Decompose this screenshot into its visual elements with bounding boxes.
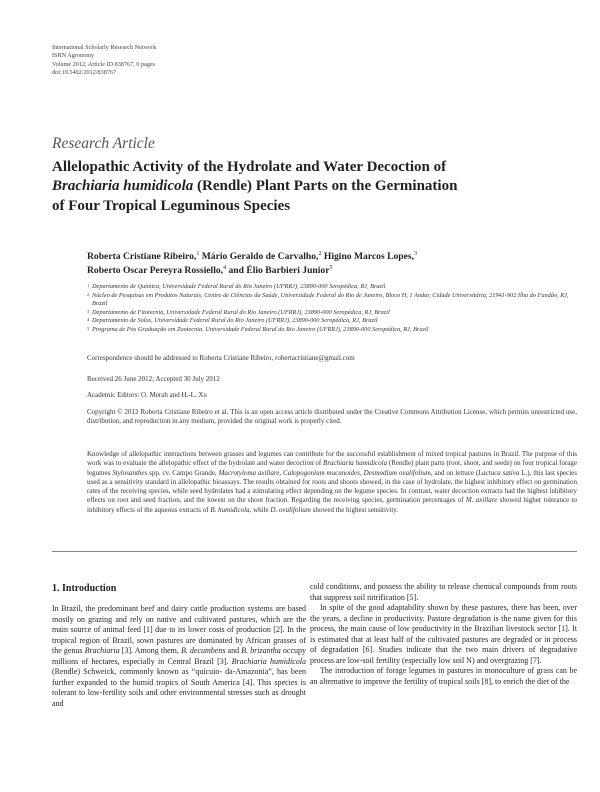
author-line-1 — [87, 250, 577, 264]
title-line-3: of Four Tropical Leguminous Species — [52, 197, 291, 214]
author-name: Roberto Oscar Pereyra Rossiello, — [87, 265, 224, 276]
journal-subtitle: ISRN Agronomy — [52, 52, 95, 60]
affiliation-text: Departamento de Solos, Universidade Federal Rural do Rio Janeiro (UFRRJ), 23890-000 Seropédica, RJ, Brazil — [92, 317, 378, 325]
author-affil-mark: 2 — [318, 251, 322, 257]
abstract-italic: Lactuca sativa — [478, 468, 520, 477]
affiliation — [87, 317, 577, 326]
copyright-notice: Copyright © 2012 Roberta Cristiane Ribeiro et al. This is an open access article distributed under the Creative Commons Attribution License, which permits unrestricted use, distribution, and reproduction in any medium, provided the original work is properly cited. — [87, 408, 577, 426]
author-affil-mark: 3 — [414, 251, 418, 257]
abstract-italic: Stylosanthes — [112, 468, 148, 477]
author-line-2 — [87, 264, 577, 278]
section-divider — [52, 551, 577, 552]
academic-editors: Academic Editors: O. Merah and H.-L. Xu — [87, 391, 207, 399]
affiliation-text: Departamento de Fitotecnia, Universidade Federal Rural do Rio Janeiro (UFRRJ), 23890-000 Seropédica, RJ, Brazil — [92, 308, 390, 316]
body-text: In Brazil, the predominant beef and dairy cattle production systems are based mostly on grazing and rely on native and cultivated pastures, which are the main source of animal feed [1] due to its lower costs of production [2]. In the tropical region of Brazil, sown pastures are dominated by African grasses of the genus — [52, 604, 306, 655]
author-list — [87, 250, 577, 278]
body-italic: B. brizantha — [241, 646, 281, 655]
paper-title — [52, 158, 572, 216]
body-italic: Brachiaria — [84, 646, 120, 655]
body-italic: Brachiaria humidicola — [231, 656, 306, 666]
abstract-text: while — [251, 505, 271, 514]
affiliation — [87, 309, 577, 318]
affiliation-number: 3 — [87, 308, 90, 314]
body-text: and — [225, 646, 242, 655]
journal-name: International Scholarly Research Network — [52, 44, 157, 51]
abstract-italic: Brachiaria humidicola — [323, 459, 388, 468]
abstract-text: showed higher tolerance to inhibitory effects of the aqueous extracts of — [87, 496, 577, 514]
abstract — [87, 450, 577, 515]
abstract-text: spp. cv. Campo Grande, — [147, 468, 219, 477]
affiliation — [87, 292, 577, 309]
title-line-2-rest: (Rendle) Plant Parts on the Germination — [193, 178, 458, 195]
affiliation-number: 5 — [87, 325, 90, 331]
abstract-italic: M. axillare — [465, 496, 498, 505]
section-heading: 1. Introduction — [52, 583, 117, 594]
paragraph: The introduction of forage legumes in pastures in monoculture of grass can be an alternative to improve the fertility of tropical soils [8], to enrich the diet of the — [310, 666, 577, 686]
title-species: Brachiaria humidicola — [52, 178, 194, 195]
affiliation — [87, 283, 577, 292]
title-line-1: Allelopathic Activity of the Hydrolate and Water Decoction of — [52, 159, 447, 175]
affiliations — [87, 283, 577, 335]
journal-doi: doi:10.5402/2012/838767 — [52, 69, 117, 77]
abstract-text: and on lettuce ( — [432, 468, 479, 477]
abstract-italic: Macrotyloma axillare, Calopogonium mucunoides, Desmodium ovalifolium, — [218, 468, 433, 477]
body-italic: B. decumbens — [180, 646, 226, 655]
abstract-italic: D. ovalifolium — [270, 505, 311, 514]
abstract-italic: B. humidicola, — [210, 505, 252, 514]
body-text: [3]. Among them, — [119, 646, 181, 655]
body-column-right — [310, 582, 577, 687]
author-name: Higino Marcos Lopes, — [321, 251, 415, 262]
abstract-text: Knowledge of allelopathic interactions between grasses and legumes can contribute for the successful establishment of mixed tropical pastures in Brazil. The purpose of this work was to evaluate the allelopathic effect of the hydrolate and water decoction of — [87, 450, 577, 468]
journal-volume: Volume 2012, Article ID 838767, 6 pages — [52, 60, 155, 68]
body-column-left — [52, 604, 306, 709]
author-name: Roberta Cristiane Ribeiro, — [87, 251, 197, 262]
body-text: (Rendle) Schweick, commonly known as “quicuio- da-Amazonia”, has been further expanded to the humid tropics of South America [4]. This species is tolerant to low-fertility soils and other environmental stresses such as drought and — [52, 667, 306, 708]
affiliation — [87, 326, 577, 335]
paragraph: cold conditions, and possess the ability to release chemical compounds from roots that suppress soil nitrification [5]. — [310, 582, 577, 602]
author-affil-mark: 1 — [196, 251, 200, 257]
affiliation-text: Departamento de Química, Universidade Federal Rural do Rio Janeiro (UFRRJ), 23890-000 Seropédica, RJ, Brazil — [92, 283, 386, 290]
correspondence: Correspondence should be addressed to Roberta Cristiane Ribeiro, robertacristiane@gmail.com — [87, 354, 355, 362]
affiliation-text: Programa de Pós Graduação em Zootecnia, Universidade Federal Rural do Rio Janeiro (UFRRJ), 23890-000 Seropédica, RJ, Brazil — [92, 325, 429, 333]
affiliation-number: 4 — [87, 317, 90, 323]
journal-header — [52, 44, 156, 78]
affiliation-number: 1 — [87, 283, 90, 288]
title-line-2 — [52, 177, 572, 196]
author-affil-mark: 4 — [223, 265, 227, 271]
paragraph: In spite of the good adaptability shown by these pastures, there has been, over the years, a decline in productivity. Pasture degradation is the name given for this process, the main cause of low productivity in the Brazilian livestock sector [1]. It is estimated that at least half of the cultivated pastures are degraded or in process of degradation [6]. Studies indicate that the two main drivers of degradative process are low-soil fertility (especially low soil N) and overgrazing [7]. — [310, 603, 577, 665]
author-affil-mark: 5 — [329, 265, 333, 271]
abstract-text: (Rendle) plant parts (root, shoot, and seeds) on four tropical forage legumes — [87, 459, 578, 477]
abstract-text: showed the highest sensitivity. — [310, 505, 399, 514]
affiliation-number: 2 — [87, 291, 90, 297]
abstract-text: L.), this last species used as a sensitivity standard in allelopathic bioassays. The results obtained for roots and shoots showed, in the case of hydrolate, the highest inhibitory effect on germination rates of the receiving species, while seed hydrolates had a stimulating effect depending on the legume species. In contrast, water decoction extracts had the highest inhibitory effects on root and seed fraction, and the lowest on the shoot fraction. Regarding the receiving species, germination percentages of — [87, 468, 577, 505]
body-text: occupy millions of hectares, especially in Central Brazil [3]. — [52, 646, 306, 666]
author-name: Mário Geraldo de Carvalho, — [199, 251, 319, 262]
article-type: Research Article — [52, 135, 155, 152]
paragraph — [52, 604, 306, 709]
author-name: and Élio Barbieri Junior — [226, 265, 330, 276]
affiliation-text: Núcleo de Pesquisas em Produtos Naturais, Centro de Ciências da Saúde, Universidade Federal do Rio de Janeiro, Bloco H, 1 Andar, Cidade Universitária, 21941-902 Ilha do Fundão, RJ, Brazil — [92, 291, 569, 308]
received-dates: Received 26 June 2012; Accepted 30 July 2012 — [87, 375, 220, 383]
